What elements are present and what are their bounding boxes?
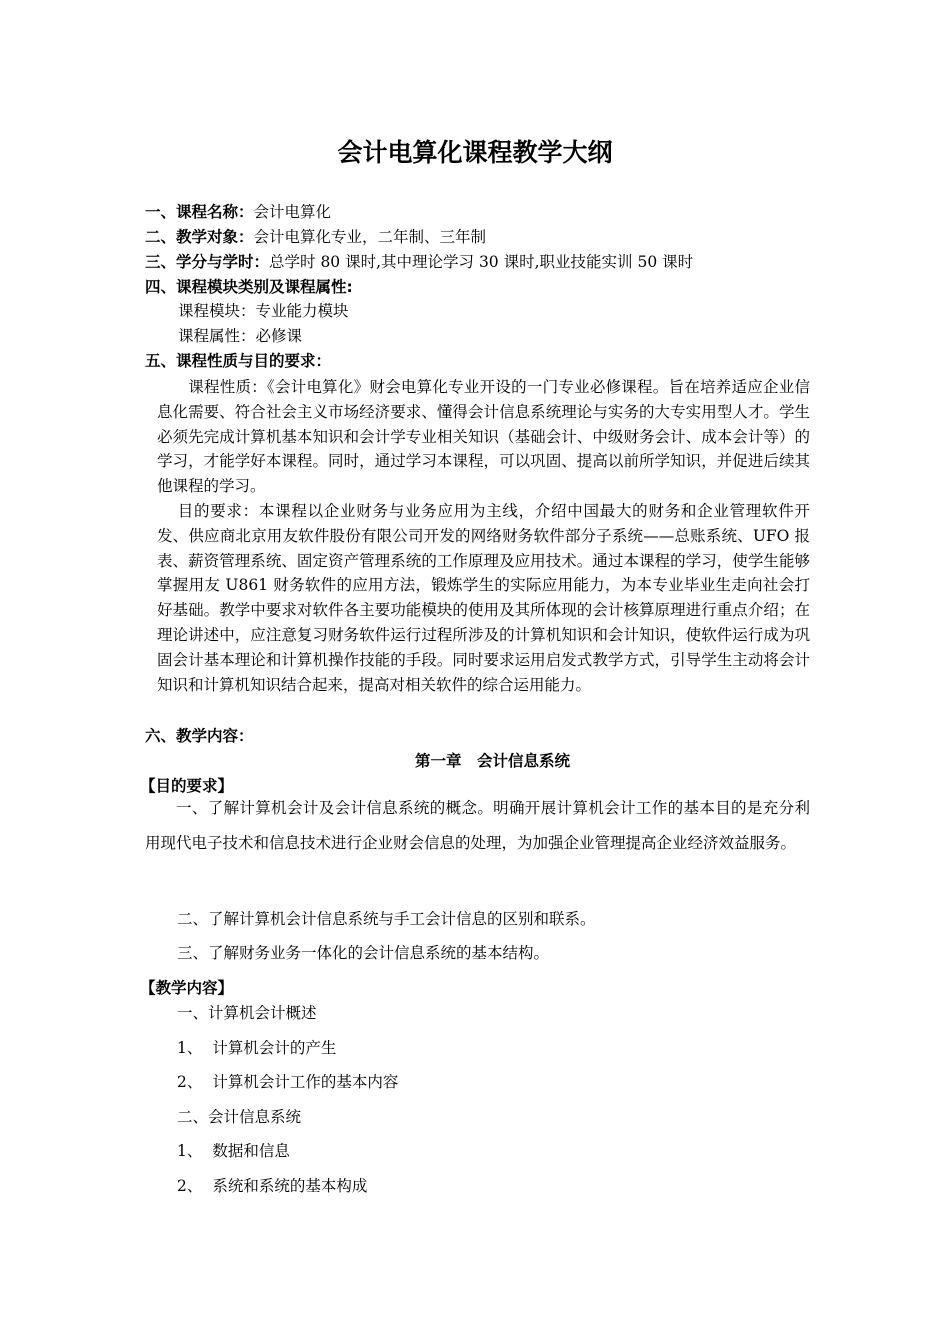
course-name-line xyxy=(145,201,331,223)
content-item-2-2 xyxy=(177,1175,367,1197)
item-text: 系统和系统的基本构成 xyxy=(212,1177,368,1195)
course-attribute: 课程属性：必修课 xyxy=(178,327,303,345)
document-title: 会计电算化课程教学大纲 xyxy=(337,138,613,167)
item-number: 2、 xyxy=(177,1073,203,1091)
goal-3: 三、了解财务业务一体化的会计信息系统的基本结构。 xyxy=(177,944,550,962)
content-item-2-1 xyxy=(177,1140,290,1162)
item-text: 计算机会计工作的基本内容 xyxy=(212,1073,399,1091)
teaching-content-label: 【教学内容】 xyxy=(140,979,234,997)
nature-heading: 五、课程性质与目的要求： xyxy=(145,352,332,370)
item-text: 计算机会计的产生 xyxy=(212,1039,337,1057)
chapter-heading: 第一章 会计信息系统 xyxy=(414,752,570,770)
course-module: 课程模块：专业能力模块 xyxy=(178,302,349,320)
content-item-1-2 xyxy=(177,1071,398,1093)
credits-label: 三、学分与学时： xyxy=(145,253,270,271)
course-goal-paragraph xyxy=(157,499,810,697)
audience-value: 会计电算化专业，二年制、三年制 xyxy=(253,228,487,246)
audience-label: 二、教学对象： xyxy=(145,228,254,246)
goals-label: 【目的要求】 xyxy=(140,777,234,795)
course-name-value: 会计电算化 xyxy=(253,203,332,221)
item-number: 1、 xyxy=(177,1039,203,1057)
content-heading: 六、教学内容： xyxy=(145,727,254,745)
content-section-2: 二、会计信息系统 xyxy=(177,1108,302,1126)
course-goal-text: 目的要求：本课程以企业财务与业务应用为主线，介绍中国最大的财务和企业管理软件开发、供应商北京用友软件股份有限公司开发的网络财务软件部分子系统——总账系统、UFO 报表、薪资管理系统、固定资产管理系统的工作原理及应用技术。通过本课程的学习，使学生能够掌握用友 U861 财务软件的应用方法，锻炼学生的实际应用能力，为本专业毕业生走向社会打好基础。教学中要求对软件各主要功能模块的使用及其所体现的会计核算原理进行重点介绍；在理论讲述中，应注意复习财务软件运行过程所涉及的计算机知识和会计知识，使软件运行成为巩固会计基本理论和计算机操作技能的手段。同时要求运用启发式教学方式，引导学生主动将会计知识和计算机知识结合起来，提高对相关软件的综合运用能力。 xyxy=(157,502,810,694)
credits-line xyxy=(145,251,693,273)
content-item-1-1 xyxy=(177,1037,336,1059)
module-heading: 四、课程模块类别及课程属性: xyxy=(145,278,353,296)
course-nature-paragraph xyxy=(157,375,810,499)
goal-2: 二、了解计算机会计信息系统与手工会计信息的区别和联系。 xyxy=(177,910,596,928)
item-number: 1、 xyxy=(177,1142,203,1160)
credits-value: 总学时 80 课时,其中理论学习 30 课时,职业技能实训 50 课时 xyxy=(269,253,694,271)
course-name-label: 一、课程名称： xyxy=(145,203,254,221)
goal-1: 一、了解计算机会计及会计信息系统的概念。明确开展计算机会计工作的基本目的是充分利用现代电子技术和信息技术进行企业财会信息的处理，为加强企业管理提高企业经济效益服务。 xyxy=(145,799,810,852)
item-number: 2、 xyxy=(177,1177,203,1195)
course-nature-text: 课程性质：《会计电算化》财会电算化专业开设的一门专业必修课程。旨在培养适应企业信息化需要、符合社会主义市场经济要求、懂得会计信息系统理论与实务的大专实用型人才。学生必须先完成计算机基本知识和会计学专业相关知识（基础会计、中级财务会计、成本会计等）的学习，才能学好本课程。同时，通过学习本课程，可以巩固、提高以前所学知识，并促进后续其他课程的学习。 xyxy=(157,378,810,496)
item-text: 数据和信息 xyxy=(212,1142,290,1160)
audience-line xyxy=(145,226,486,248)
content-section-1: 一、计算机会计概述 xyxy=(177,1004,317,1022)
